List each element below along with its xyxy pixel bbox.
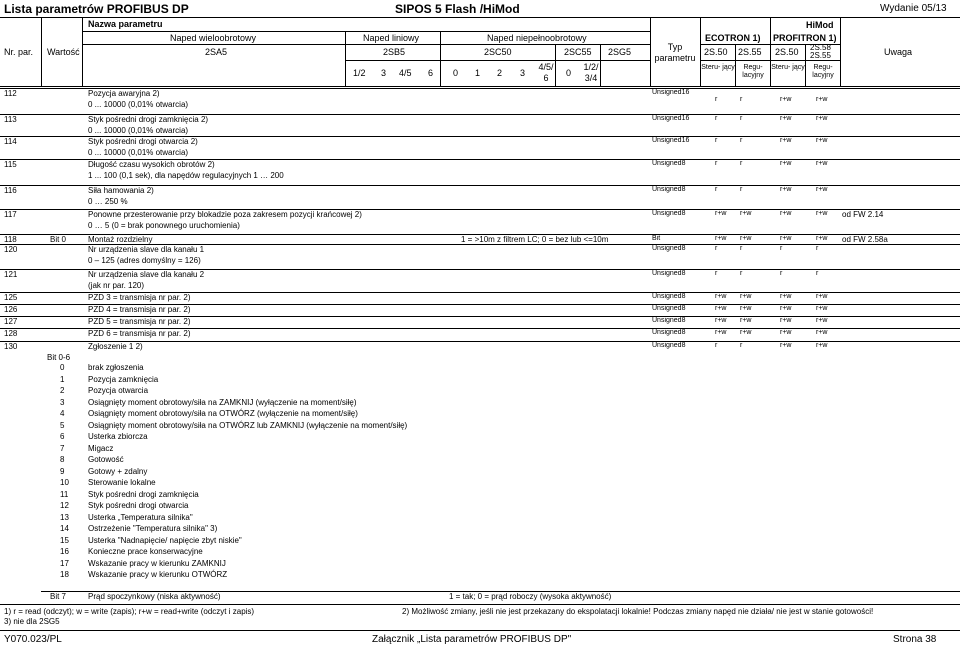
bit-number: 6 — [60, 432, 65, 441]
bit-number: 5 — [60, 420, 65, 430]
param-access: r — [715, 137, 718, 144]
param-type: Unsigned8 — [652, 293, 686, 300]
param-type: Unsigned8 — [652, 186, 686, 193]
param-type: Unsigned8 — [652, 329, 686, 336]
bit-description: Gotowy + zdalny — [88, 466, 148, 476]
sub-col: 3 — [381, 68, 387, 78]
param-name: PZD 4 = transmisja nr par. 2) — [88, 305, 191, 314]
sub-col: 3 — [520, 68, 526, 78]
param-access: r — [715, 160, 718, 167]
param-access: r — [816, 270, 819, 277]
param-access: r+w — [740, 293, 752, 300]
bit-description: Wskazanie pracy w kierunku OTWÓRZ — [88, 570, 228, 579]
param-range: 0 ... 10000 (0,01% otwarcia) — [88, 148, 189, 157]
param-number: 115 — [4, 160, 17, 169]
document-subtitle: SIPOS 5 Flash /HiMod — [395, 2, 520, 16]
header-2sc50: 2SC50 — [484, 47, 512, 57]
document-title: Lista parametrów PROFIBUS DP — [4, 2, 189, 16]
param-name: PZD 3 = transmisja nr par. 2) — [88, 293, 191, 302]
param-access: r+w — [816, 137, 828, 144]
bit-description: Ostrzeżenie "Temperatura silnika" 3) — [88, 524, 218, 533]
param-access: r+w — [780, 329, 792, 336]
header-niepelnoobrotowy: Naped niepełnoobrotowy — [487, 33, 587, 43]
param-range: 0 – 125 (adres domyślny = 126) — [88, 256, 201, 265]
param-type: Unsigned8 — [652, 342, 686, 349]
param-extra: 1 = >10m z filtrem LC; 0 = bez lub <=10m — [461, 235, 609, 244]
param-access: r — [715, 245, 718, 252]
bit-number: 18 — [60, 570, 69, 579]
header-profitron: PROFITRON 1) — [773, 33, 837, 43]
header-nr-par: Nr. par. — [4, 47, 34, 57]
param-access: r+w — [780, 137, 792, 144]
header-2s55-eco: 2S.55 — [738, 47, 762, 57]
bit-number: 11 — [60, 489, 69, 499]
param-access: r — [740, 160, 743, 167]
header-sterujacy: Steru- jący — [771, 64, 805, 71]
param-number: 117 — [4, 210, 17, 219]
param-range: 1 ... 100 (0,1 sek), dla napędów regulacyjnych 1 … 200 — [88, 171, 284, 180]
param-name: Ponowne przesterowanie przy blokadzie poza zakresem pozycji krańcowej 2) — [88, 210, 362, 219]
param-number: 126 — [4, 305, 18, 314]
param-number: 113 — [4, 115, 17, 124]
param-number: 116 — [4, 186, 17, 195]
param-access: r — [715, 342, 718, 349]
param-access: r+w — [740, 210, 752, 217]
param-type: Unsigned16 — [652, 89, 690, 96]
sub-col: 0 — [453, 68, 459, 78]
bit7-name: Prąd spoczynkowy (niska aktywność) — [88, 592, 221, 601]
param-number: 121 — [4, 270, 18, 279]
param-number: 127 — [4, 317, 18, 326]
param-access: r+w — [816, 115, 828, 122]
param-name: Długość czasu wysokich obrotów 2) — [88, 160, 215, 169]
bit-description: Sterowanie lokalne — [88, 478, 156, 487]
edition-label: Wydanie 05/13 — [880, 3, 947, 14]
param-note: od FW 2.14 — [842, 210, 884, 219]
param-access: r — [715, 96, 718, 103]
param-name: Nr urządzenia slave dla kanału 1 — [88, 245, 205, 254]
bit-number: 16 — [60, 547, 69, 556]
param-number: 130 — [4, 342, 18, 351]
bits-label: Bit 0-6 — [47, 353, 71, 362]
footer-doc-id: Y070.023/PL — [4, 634, 62, 645]
param-range: 0 … 5 (0 = brak ponownego uruchomienia) — [88, 221, 240, 230]
param-name: Zgłoszenie 1 2) — [88, 342, 143, 351]
param-access: r+w — [780, 160, 792, 167]
header-nazwa: Nazwa parametru — [88, 19, 163, 29]
bit-number: 17 — [60, 558, 69, 568]
param-access: r+w — [816, 235, 828, 242]
param-access: r+w — [715, 329, 727, 336]
header-regulacyjny: Regu- lacyjny — [812, 64, 834, 79]
bit-description: Migacz — [88, 443, 114, 453]
footnote-3: 3) nie dla 2SG5 — [4, 617, 60, 626]
bit7-extra: 1 = tak; 0 = prąd roboczy (wysoka aktywność) — [449, 592, 612, 601]
param-access: r+w — [780, 115, 792, 122]
bit-number: 7 — [60, 443, 65, 453]
footnote-2: 2) Możliwość zmiany, jeśli nie jest przekazany do ekspolatacji lokalnie! Podczas zmiany napęd nie działa/ nie jest w stanie gotowości! — [402, 607, 874, 616]
param-access: r+w — [740, 305, 752, 312]
sub-col: 2 — [497, 68, 503, 78]
param-access: r+w — [715, 317, 727, 324]
footer-attachment: Załącznik „Lista parametrów PROFIBUS DP" — [372, 634, 572, 645]
bit-number: 14 — [60, 524, 69, 533]
bit-number: 15 — [60, 535, 69, 545]
bit-number: 9 — [60, 466, 65, 476]
param-range: (jak nr par. 120) — [88, 281, 145, 290]
param-access: r+w — [740, 317, 752, 324]
param-access: r+w — [780, 342, 792, 349]
header-uwaga: Uwaga — [884, 47, 913, 57]
param-type: Unsigned8 — [652, 245, 686, 252]
sub-col: 4/5 — [399, 68, 412, 78]
bit-description: Usterka "Nadnapięcie/ napięcie zbyt niskie" — [88, 535, 242, 545]
param-access: r — [740, 270, 743, 277]
param-access: r+w — [780, 317, 792, 324]
param-access: r+w — [816, 317, 828, 324]
footer-page: Strona 38 — [893, 634, 937, 645]
param-access: r+w — [715, 210, 727, 217]
param-type: Unsigned8 — [652, 305, 686, 312]
param-access: r — [715, 115, 718, 122]
sub-col: 4/5/ 6 — [538, 62, 554, 83]
bit-number: 10 — [60, 478, 69, 487]
param-access: r+w — [780, 186, 792, 193]
param-name: Pozycja awaryjna 2) — [88, 89, 160, 98]
param-access: r — [780, 245, 783, 252]
bit-description: Wskazanie pracy w kierunku ZAMKNIJ — [88, 558, 226, 568]
param-access: r+w — [816, 342, 828, 349]
bit7-label: Bit 7 — [50, 592, 67, 601]
bit-number: 8 — [60, 455, 65, 464]
param-access: r+w — [780, 293, 792, 300]
header-liniowy: Naped liniowy — [363, 33, 420, 43]
param-access: r — [740, 115, 743, 122]
param-name: Montaż rozdzielny — [88, 235, 153, 244]
param-name: PZD 6 = transmisja nr par. 2) — [88, 329, 191, 338]
param-access: r — [740, 96, 743, 103]
param-number: 114 — [4, 137, 17, 146]
param-type: Unsigned8 — [652, 317, 686, 324]
param-access: r+w — [816, 210, 828, 217]
param-access: r+w — [715, 235, 727, 242]
bit-description: brak zgłoszenia — [88, 363, 144, 372]
header-sterujacy: Steru- jący — [701, 64, 735, 71]
sub-col: 6 — [428, 68, 434, 78]
param-access: r — [740, 137, 743, 144]
bit-description: Gotowość — [88, 455, 124, 464]
param-type: Unsigned16 — [652, 137, 690, 144]
param-type: Unsigned8 — [652, 160, 686, 167]
param-range: 0 … 250 % — [88, 197, 128, 206]
header-regulacyjny: Regu- lacyjny — [742, 64, 764, 79]
header-2s58: 2S.58 — [810, 43, 831, 52]
bit-description: Osiągnięty moment obrotowy/siła na ZAMKNIJ (wyłączenie na moment/siłę) — [88, 397, 357, 407]
param-access: r+w — [715, 305, 727, 312]
param-access: r — [715, 270, 718, 277]
bit-number: 4 — [60, 409, 65, 418]
param-name: PZD 5 = transmisja nr par. 2) — [88, 317, 191, 326]
bit-number: 1 — [60, 374, 65, 384]
param-access: r+w — [780, 96, 792, 103]
header-2s55-pro: 2S.55 — [810, 51, 831, 60]
param-access: r+w — [740, 235, 752, 242]
param-access: r — [780, 270, 783, 277]
param-access: r+w — [715, 293, 727, 300]
param-access: r+w — [780, 235, 792, 242]
param-access: r+w — [816, 329, 828, 336]
bit-description: Pozycja zamknięcia — [88, 374, 159, 384]
param-number: 125 — [4, 293, 18, 302]
param-number: 120 — [4, 245, 18, 254]
param-access: r — [740, 186, 743, 193]
bit-description: Osiągnięty moment obrotowy/siła na OTWÓRZ (wyłączenie na moment/siłę) — [88, 409, 358, 418]
bit-description: Styk pośredni drogi otwarcia — [88, 501, 189, 510]
header-2s50-eco: 2S.50 — [704, 47, 728, 57]
bit-description: Konieczne prace konserwacyjne — [88, 547, 203, 556]
sub-col: 1/2 — [353, 68, 366, 78]
bit-description: Usterka zbiorcza — [88, 432, 148, 441]
header-2sb5: 2SB5 — [383, 47, 406, 57]
param-access: r — [715, 186, 718, 193]
param-access: r+w — [816, 96, 828, 103]
param-note: od FW 2.58a — [842, 235, 888, 244]
header-2s50-pro: 2S.50 — [775, 47, 799, 57]
bit-description: Styk pośredni drogi zamknięcia — [88, 489, 199, 499]
sub-col: 1 — [475, 68, 481, 78]
header-typ: Typ parametru — [654, 42, 696, 63]
bit-number: 3 — [60, 397, 65, 407]
header-2sc55: 2SC55 — [564, 47, 592, 57]
param-range: 0 ... 10000 (0,01% otwarcia) — [88, 100, 189, 109]
param-value: Bit 0 — [50, 235, 67, 244]
header-himod: HiMod — [806, 20, 834, 30]
bit-number: 12 — [60, 501, 69, 510]
header-2sa5: 2SA5 — [205, 47, 228, 57]
bit-number: 0 — [60, 363, 65, 372]
param-access: r+w — [780, 210, 792, 217]
param-number: 128 — [4, 329, 18, 338]
param-name: Siła hamowania 2) — [88, 186, 154, 195]
param-type: Unsigned8 — [652, 270, 686, 277]
param-type: Unsigned16 — [652, 115, 690, 122]
param-access: r+w — [740, 329, 752, 336]
bit-number: 2 — [60, 386, 65, 395]
param-name: Nr urządzenia slave dla kanału 2 — [88, 270, 205, 279]
param-access: r+w — [816, 160, 828, 167]
header-wieloobrotowy: Naped wieloobrotowy — [170, 33, 257, 43]
bit-description: Usterka „Temperatura silnika" — [88, 512, 193, 522]
bit-number: 13 — [60, 512, 69, 522]
param-number: 118 — [4, 235, 17, 244]
param-number: 112 — [4, 89, 17, 98]
param-access: r+w — [816, 293, 828, 300]
header-wartosc: Wartość — [47, 47, 80, 57]
bit-description: Pozycja otwarcia — [88, 386, 149, 395]
bit-description: Osiągnięty moment obrotowy/siła na OTWÓRZ lub ZAMKNIJ (wyłączenie na moment/siłę) — [88, 420, 408, 430]
param-access: r — [816, 245, 819, 252]
sub-col: 1/2/ 3/4 — [583, 62, 599, 83]
param-access: r — [740, 342, 743, 349]
param-access: r+w — [780, 305, 792, 312]
header-ecotron: ECOTRON 1) — [705, 33, 761, 43]
param-type: Bit — [652, 235, 661, 242]
param-name: Styk pośredni drogi zamknięcia 2) — [88, 115, 209, 124]
param-name: Styk pośredni drogi otwarcia 2) — [88, 137, 198, 146]
param-access: r — [740, 245, 743, 252]
param-type: Unsigned8 — [652, 210, 686, 217]
param-range: 0 ... 10000 (0,01% otwarcia) — [88, 126, 189, 135]
footnote-1: 1) r = read (odczyt); w = write (zapis); r+w = read+write (odczyt i zapis) — [4, 607, 255, 616]
sub-col: 0 — [566, 68, 572, 78]
header-2sg5: 2SG5 — [608, 47, 632, 57]
param-access: r+w — [816, 186, 828, 193]
param-access: r+w — [816, 305, 828, 312]
